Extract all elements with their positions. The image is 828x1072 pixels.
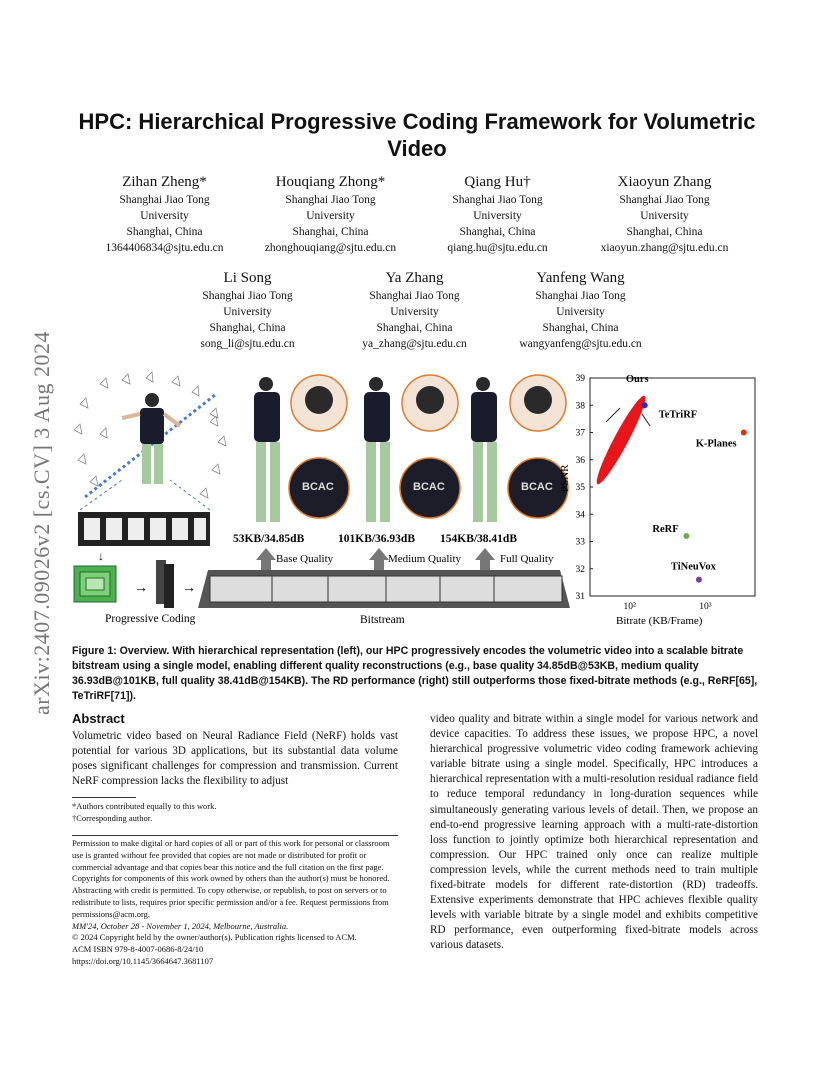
y-tick-label: 38 <box>575 401 585 412</box>
doi-link[interactable]: https://doi.org/10.1145/3664647.3681107 <box>72 955 214 966</box>
person-figure <box>122 393 180 484</box>
author-location: Shanghai, China <box>209 322 286 334</box>
footnote-divider <box>72 797 136 798</box>
abstract-right-column: video quality and bitrate within a single model for various network and device capacities. To address these issues, we propose HPC, a novel hierarchical progressive volumetric video coding framework achieving variable bitrate using a single model. Specifically, HPC introduces a hierarchical representation with a multi-resolution residual radiance field to reduce temporal redundancy in long-duration sequences while simultaneously generating various levels of detail. Then, we propose an end-to-end progressive learning approach with a multi-rate-distortion loss function to jointly optimize both hierarchical representation and compression. Our HPC trained only once can realize multiple compression levels, while the current methods need to train multiple fixed-bitrate models for different rate-distortion (RD) tradeoffs. Extensive experiments demonstrate that HPC achieves flexible quality levels with variable bitrate by a single model and exhibits competitive RD performance, even outperforming fixed-bitrate models across various datasets. <box>430 713 758 952</box>
point-tineuvox <box>696 577 702 583</box>
x-tick-label: 10² <box>623 602 636 612</box>
author-affiliation: University <box>223 306 272 318</box>
author-block <box>165 268 330 352</box>
copyright: © 2024 Copyright held by the owner/author(s). Publication rights licensed to ACM. <box>72 932 357 943</box>
footnote: †Corresponding author. <box>72 812 153 823</box>
abstract-left-column: Volumetric video based on Neural Radiance Field (NeRF) holds vast potential for various 3D applications, but its substantial data volume poses significant challenges for compression and transmission. Current NeRF compression lacks the flexibility to adjust <box>72 730 398 788</box>
right-arrow-icon: → <box>134 581 148 596</box>
author-affiliation: University <box>390 306 439 318</box>
reconstruction-base <box>254 375 349 522</box>
arxiv-identifier: arXiv:2407.09026v2 [cs.CV] 3 Aug 2024 <box>29 331 54 715</box>
author-affiliation: Shanghai Jiao Tong <box>535 290 626 302</box>
permission-divider <box>72 835 398 836</box>
reconstruction-full <box>471 375 568 522</box>
author-location: Shanghai, China <box>542 322 619 334</box>
quality-label-medium: 101KB/36.93dB <box>338 533 416 545</box>
author-name: Qiang Hu† <box>464 174 531 190</box>
y-tick-label: 36 <box>575 455 585 466</box>
right-arrow-icon: → <box>182 581 196 596</box>
label-k-planes: K-Planes <box>695 438 737 450</box>
base-quality-label: Base Quality <box>276 553 334 565</box>
label-ours: Ours <box>625 374 649 386</box>
figure-caption: Figure 1: Overview. With hierarchical representation (left), our HPC progressively encodes the volumetric video into a scalable bitrate bitstream using a single model, enabling different quality reconstructions (e.g., base quality 34.85dB@53KB, medium quality 36.93dB@101KB, full quality 38.41dB@154KB). The RD performance (right) still outperforms those fixed-bitrate methods (e.g., ReRF[65], TeTriRF[71]). <box>72 645 758 702</box>
rd-chart <box>559 374 755 627</box>
footnote: *Authors contributed equally to this work. <box>72 801 217 811</box>
author-block <box>498 268 663 352</box>
permission-text: Permission to make digital or hard copies of all or part of this work for personal or classroom use is granted without fee provided that copies are not made or distributed for profit or commercial advantage and that copies bear this notice and the full citation on the first page. Copyrights for components of this work owned by others than the author(s) must be honored. Abstracting with credit is permitted. To copy otherwise, or republish, to post on servers or to redistribute to lists, requires prior specific permission and/or a fee. Request permissions from permissions@acm.org. <box>72 838 390 919</box>
figure-overview <box>60 370 770 630</box>
author-location: Shanghai, China <box>126 226 203 238</box>
svg-text:BCAC: BCAC <box>521 481 553 493</box>
author-block <box>82 172 247 256</box>
author-location: Shanghai, China <box>626 226 703 238</box>
author-affiliation: Shanghai Jiao Tong <box>369 290 460 302</box>
quality-label-full: 154KB/38.41dB <box>440 533 518 545</box>
author-email[interactable]: song_li@sjtu.edu.cn <box>200 338 295 350</box>
encoder-plates-icon <box>156 560 174 608</box>
author-location: Shanghai, China <box>459 226 536 238</box>
label-tetrirf: TeTriRF <box>658 409 698 421</box>
venue: MM'24, October 28 - November 1, 2024, Melbourne, Australia. <box>72 920 289 931</box>
author-block <box>332 268 497 352</box>
svg-text:BCAC: BCAC <box>413 481 445 493</box>
film-strip <box>78 512 210 546</box>
label-tineuvox: TiNeuVox <box>670 561 716 573</box>
author-affiliation: University <box>140 210 189 222</box>
author-affiliation: Shanghai Jiao Tong <box>119 194 210 206</box>
author-name: Yanfeng Wang <box>536 270 625 286</box>
author-name: Ya Zhang <box>385 270 444 286</box>
author-affiliation: Shanghai Jiao Tong <box>285 194 376 206</box>
y-tick-label: 39 <box>575 374 585 384</box>
author-affiliation: University <box>306 210 355 222</box>
y-tick-label: 35 <box>575 483 585 493</box>
y-axis-label: PSNR <box>559 464 571 492</box>
author-email[interactable]: xiaoyun.zhang@sjtu.edu.cn <box>600 242 729 254</box>
author-affiliation: University <box>556 306 605 318</box>
bitstream-label: Bitstream <box>360 614 405 626</box>
author-location: Shanghai, China <box>376 322 453 334</box>
author-block <box>248 172 413 256</box>
author-affiliation: Shanghai Jiao Tong <box>202 290 293 302</box>
label-rerf: ReRF <box>652 524 679 536</box>
point-rerf <box>683 533 689 539</box>
author-affiliation: Shanghai Jiao Tong <box>452 194 543 206</box>
author-email[interactable]: qiang.hu@sjtu.edu.cn <box>447 242 548 254</box>
author-email[interactable]: ya_zhang@sjtu.edu.cn <box>362 338 467 350</box>
y-tick-label: 33 <box>575 537 585 548</box>
y-tick-label: 34 <box>575 510 585 521</box>
author-affiliation: University <box>473 210 522 222</box>
author-block <box>415 172 580 256</box>
x-axis-ticks <box>623 602 711 612</box>
author-name: Houqiang Zhong* <box>275 174 386 190</box>
paper-title: HPC: Hierarchical Progressive Coding Framework for Volumetric Video <box>78 109 756 161</box>
bitstream-bar <box>198 570 570 608</box>
x-axis-label: Bitrate (KB/Frame) <box>616 615 703 627</box>
full-quality-label: Full Quality <box>500 553 554 565</box>
author-email[interactable]: zhonghouqiang@sjtu.edu.cn <box>264 242 397 254</box>
down-arrow-icon: ↓ <box>98 549 104 563</box>
author-email[interactable]: 1364406834@sjtu.edu.cn <box>105 242 224 254</box>
progressive-coding-cube <box>74 566 116 602</box>
author-email[interactable]: wangyanfeng@sjtu.edu.cn <box>519 338 642 350</box>
permission-block <box>72 838 398 968</box>
y-tick-label: 32 <box>575 564 585 575</box>
isbn: ACM ISBN 979-8-4007-0686-8/24/10 <box>72 944 204 955</box>
reconstruction-medium <box>364 375 460 522</box>
point-tetrirf <box>642 402 648 408</box>
x-tick-label: 10³ <box>699 602 712 612</box>
svg-text:BCAC: BCAC <box>302 481 334 493</box>
y-tick-label: 37 <box>575 428 585 439</box>
quality-label-base: 53KB/34.85dB <box>233 533 305 545</box>
footnotes <box>72 801 398 824</box>
medium-quality-label: Medium Quality <box>388 553 462 565</box>
author-block <box>582 172 747 256</box>
author-affiliation: Shanghai Jiao Tong <box>619 194 710 206</box>
y-tick-label: 31 <box>575 592 585 602</box>
author-location: Shanghai, China <box>292 226 369 238</box>
abstract-heading: Abstract <box>72 711 125 726</box>
author-name: Zihan Zheng* <box>122 174 207 190</box>
author-name: Li Song <box>223 270 272 286</box>
author-affiliation: University <box>640 210 689 222</box>
progressive-coding-label: Progressive Coding <box>105 613 196 625</box>
author-name: Xiaoyun Zhang <box>617 174 712 190</box>
point-k-planes <box>741 430 747 436</box>
